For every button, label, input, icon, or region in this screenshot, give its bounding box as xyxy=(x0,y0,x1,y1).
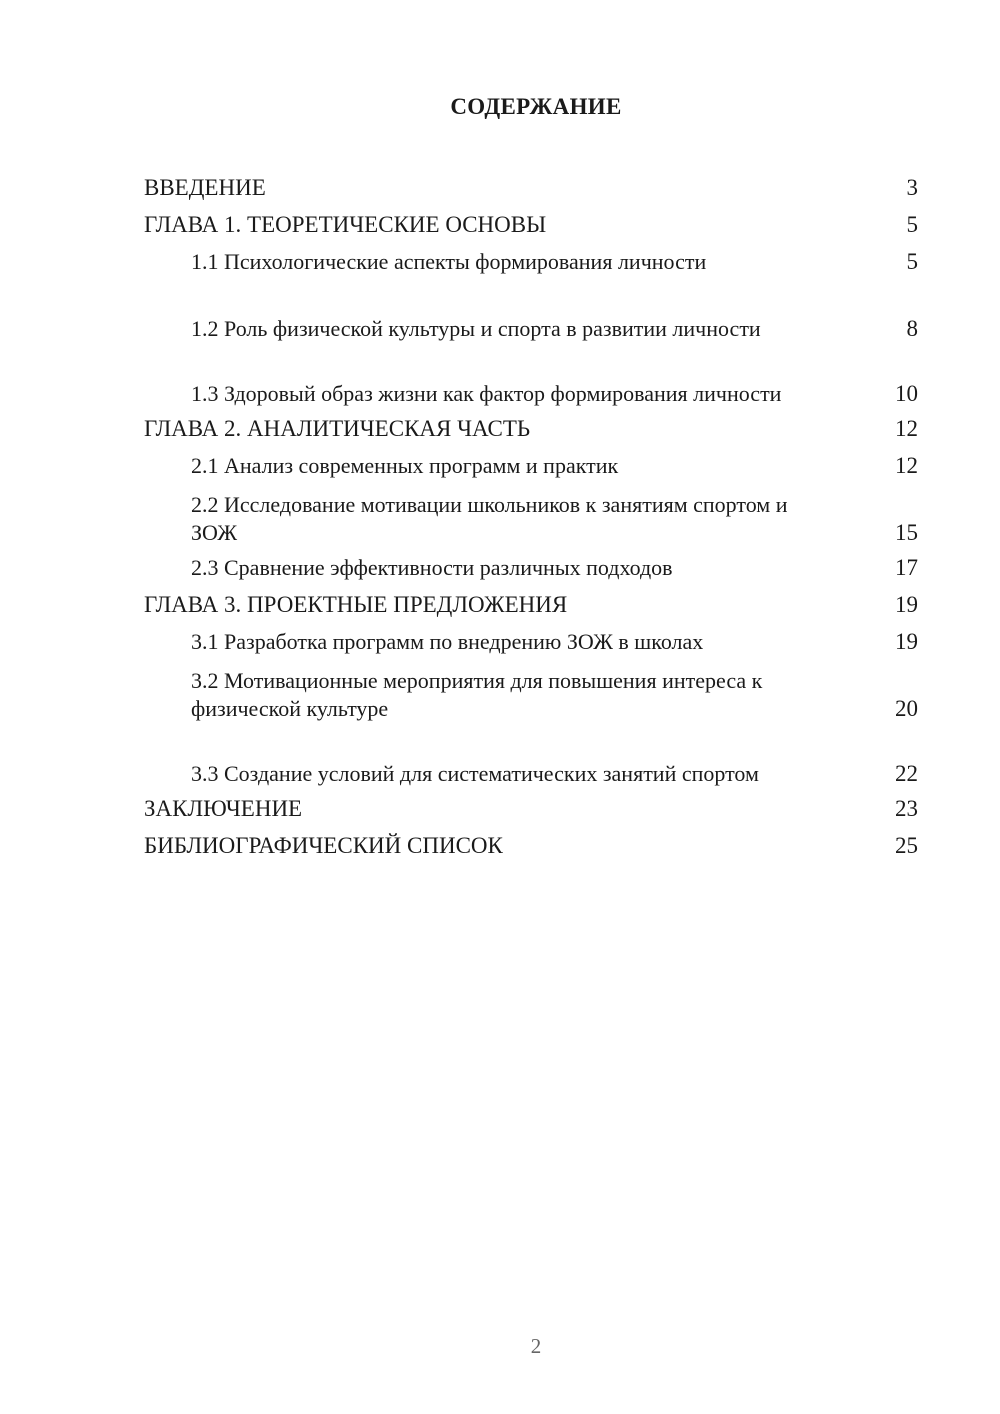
toc-entry-label: ГЛАВА 3. ПРОЕКТНЫЕ ПРЕДЛОЖЕНИЯ xyxy=(144,592,568,617)
toc-entry-page: 19 xyxy=(895,592,918,617)
toc-entry-section-1-2[interactable] xyxy=(144,279,918,344)
toc-entry-chapter-2[interactable] xyxy=(144,409,918,446)
toc-entry-label: ВВЕДЕНИЕ xyxy=(144,175,266,200)
toc-entry-page: 5 xyxy=(906,249,918,274)
toc-entry-page: 17 xyxy=(895,555,918,580)
toc-entry-section-2-3[interactable] xyxy=(144,548,918,585)
toc-entry-label: 3.3 Создание условий для систематических занятий спортом xyxy=(191,761,759,786)
table-of-contents xyxy=(144,168,918,863)
toc-entry-bibliography[interactable] xyxy=(144,826,918,863)
toc-entry-section-1-1[interactable] xyxy=(144,242,918,279)
toc-entry-label: 1.3 Здоровый образ жизни как фактор формирования личности xyxy=(191,381,782,406)
toc-entry-label: ГЛАВА 1. ТЕОРЕТИЧЕСКИЕ ОСНОВЫ xyxy=(144,212,547,237)
toc-entry-page: 23 xyxy=(895,796,918,821)
toc-entry-page: 12 xyxy=(895,416,918,441)
toc-entry-section-2-2[interactable] xyxy=(144,483,918,548)
toc-entry-section-1-3[interactable] xyxy=(144,344,918,409)
toc-entry-page: 5 xyxy=(906,212,918,237)
toc-entry-label: 2.3 Сравнение эффективности различных подходов xyxy=(191,555,673,580)
toc-entry-page: 19 xyxy=(895,629,918,654)
toc-entry-chapter-3[interactable] xyxy=(144,585,918,622)
toc-entry-section-3-3[interactable] xyxy=(144,724,918,789)
toc-entry-section-2-1[interactable] xyxy=(144,446,918,483)
toc-entry-label: 1.1 Психологические аспекты формирования личности xyxy=(191,249,707,274)
toc-entry-label: 2.1 Анализ современных программ и практик xyxy=(191,453,619,478)
toc-entry-page: 20 xyxy=(895,696,918,721)
toc-entry-page: 8 xyxy=(906,316,918,341)
toc-entry-chapter-1[interactable] xyxy=(144,205,918,242)
toc-entry-section-3-1[interactable] xyxy=(144,622,918,659)
toc-entry-label: 2.2 Исследование мотивации школьников к занятиям спортом и ЗОЖ xyxy=(191,492,788,545)
toc-entry-page: 3 xyxy=(906,175,918,200)
toc-entry-conclusion[interactable] xyxy=(144,789,918,826)
page-title: СОДЕРЖАНИЕ xyxy=(450,94,622,119)
toc-entry-label: БИБЛИОГРАФИЧЕСКИЙ СПИСОК xyxy=(144,833,503,858)
toc-entry-page: 10 xyxy=(895,381,918,406)
page-number: 2 xyxy=(530,1334,542,1358)
toc-entry-page: 22 xyxy=(895,761,918,786)
toc-entry-section-3-2[interactable] xyxy=(144,659,918,724)
toc-entry-label: ГЛАВА 2. АНАЛИТИЧЕСКАЯ ЧАСТЬ xyxy=(144,416,531,441)
toc-entry-label: ЗАКЛЮЧЕНИЕ xyxy=(144,796,303,821)
toc-entry-label: 3.1 Разработка программ по внедрению ЗОЖ в школах xyxy=(191,629,704,654)
toc-entry-page: 12 xyxy=(895,453,918,478)
toc-entry-page: 15 xyxy=(895,520,918,545)
toc-entry-label: 1.2 Роль физической культуры и спорта в развитии личности xyxy=(191,316,761,341)
toc-entry-page: 25 xyxy=(895,833,918,858)
toc-entry-label: 3.2 Мотивационные мероприятия для повышения интереса к физической культуре xyxy=(191,668,763,721)
toc-entry-introduction[interactable] xyxy=(144,168,918,205)
